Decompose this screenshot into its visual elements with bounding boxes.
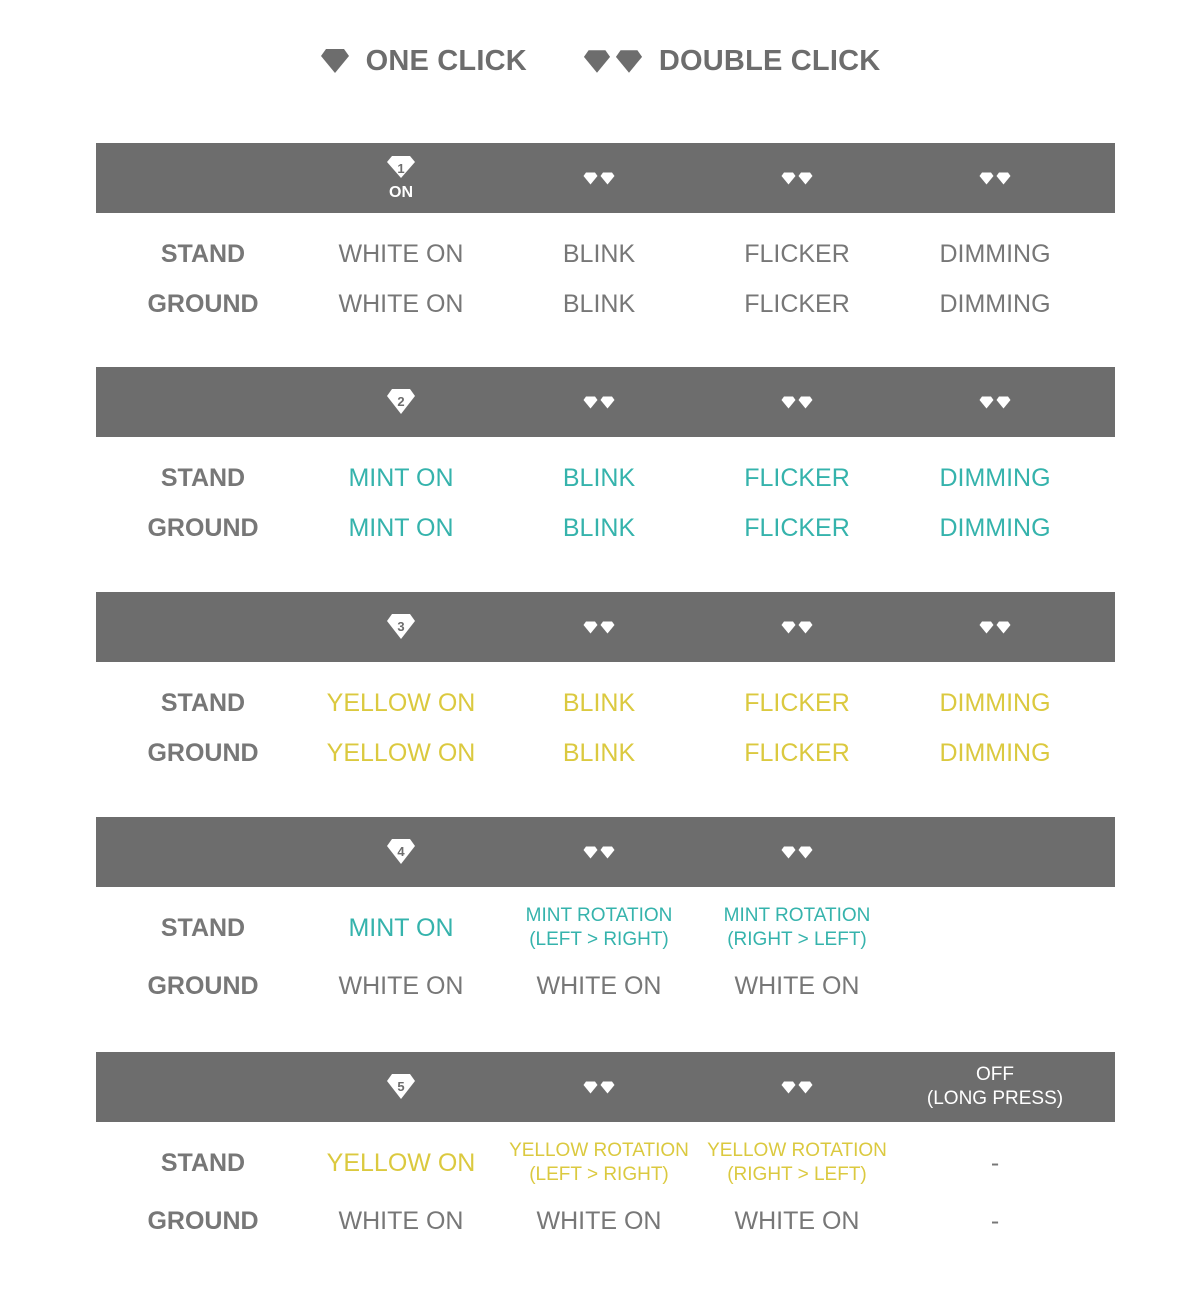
double-gem-icon <box>979 621 1011 634</box>
legend-double-click <box>583 45 881 78</box>
section-header <box>96 592 1115 662</box>
table-cell: - <box>990 1148 1000 1177</box>
cell-line: YELLOW ROTATION <box>509 1140 689 1161</box>
numbered-gem-icon <box>386 612 416 642</box>
double-click-cell <box>500 817 698 887</box>
table-cell: DIMMING <box>939 239 1051 268</box>
one-click-cell <box>302 367 500 437</box>
ground-row <box>96 965 1115 1007</box>
double-gem-icon <box>583 621 615 634</box>
ground-row <box>96 507 1115 549</box>
table-cell: WHITE ON <box>338 971 464 1000</box>
table-cell: BLINK <box>562 738 636 767</box>
table-cell: MINT ON <box>348 513 454 542</box>
table-cell: WHITE ON <box>734 971 860 1000</box>
stand-row <box>96 233 1115 275</box>
cell-line: YELLOW ROTATION <box>707 1140 887 1161</box>
ground-row <box>96 283 1115 325</box>
table-cell: WHITE ON <box>338 289 464 318</box>
mode-section-5 <box>96 1052 1115 1242</box>
table-cell <box>698 899 896 957</box>
double-gem-icon <box>781 396 813 409</box>
table-cell: WHITE ON <box>536 1206 662 1235</box>
table-cell: DIMMING <box>939 688 1051 717</box>
long-press-cell <box>896 1052 1094 1122</box>
table-cell: WHITE ON <box>734 1206 860 1235</box>
table-cell: - <box>990 1206 1000 1235</box>
numbered-gem-icon <box>386 837 416 867</box>
table-cell: WHITE ON <box>536 971 662 1000</box>
table-cell: MINT ON <box>348 913 454 942</box>
row-label: STAND <box>160 913 246 942</box>
table-cell: BLINK <box>562 239 636 268</box>
table-cell: BLINK <box>562 463 636 492</box>
cell-line: MINT ROTATION <box>525 905 673 926</box>
cell-line: (LEFT > RIGHT) <box>529 929 669 950</box>
legend-one-click <box>320 45 527 78</box>
double-gem-icon <box>781 1081 813 1094</box>
double-gem-icon <box>781 621 813 634</box>
one-click-cell <box>302 592 500 662</box>
stand-row <box>96 1134 1115 1192</box>
double-click-cell <box>896 143 1094 213</box>
table-cell: BLINK <box>562 289 636 318</box>
double-click-cell <box>500 143 698 213</box>
table-cell: FLICKER <box>744 239 850 268</box>
table-cell: MINT ON <box>348 463 454 492</box>
mode-number: 2 <box>397 394 405 409</box>
table-cell: BLINK <box>562 688 636 717</box>
one-click-cell <box>302 1052 500 1122</box>
row-label: GROUND <box>147 289 259 318</box>
mode-number: 1 <box>397 161 405 176</box>
one-click-cell <box>302 817 500 887</box>
section-header <box>96 367 1115 437</box>
cell-line: (RIGHT > LEFT) <box>727 1164 867 1185</box>
table-cell: DIMMING <box>939 738 1051 767</box>
numbered-gem-icon <box>386 155 416 185</box>
row-label: GROUND <box>147 513 259 542</box>
table-cell: DIMMING <box>939 463 1051 492</box>
mode-section-3 <box>96 592 1115 774</box>
gem-icon <box>320 48 350 74</box>
legend <box>0 40 1200 82</box>
double-gem-icon <box>979 396 1011 409</box>
row-label: STAND <box>160 1148 246 1177</box>
double-gem-icon <box>583 396 615 409</box>
table-cell: BLINK <box>562 513 636 542</box>
one-click-cell <box>302 143 500 213</box>
table-cell: YELLOW ON <box>326 688 476 717</box>
table-cell: FLICKER <box>744 738 850 767</box>
table-cell <box>500 899 698 957</box>
double-gem-icon <box>979 172 1011 185</box>
stand-row <box>96 899 1115 957</box>
double-gem-icon <box>781 172 813 185</box>
table-cell: DIMMING <box>939 513 1051 542</box>
numbered-gem-icon <box>386 387 416 417</box>
double-click-cell <box>500 367 698 437</box>
table-cell <box>698 1134 896 1192</box>
double-click-cell <box>698 367 896 437</box>
double-click-cell <box>698 817 896 887</box>
numbered-gem-icon <box>386 1072 416 1102</box>
table-cell: FLICKER <box>744 463 850 492</box>
row-label: GROUND <box>147 971 259 1000</box>
table-cell: FLICKER <box>744 688 850 717</box>
double-gem-icon <box>583 846 615 859</box>
table-cell: YELLOW ON <box>326 1148 476 1177</box>
stand-row <box>96 457 1115 499</box>
one-click-label: ONE CLICK <box>365 44 527 77</box>
table-cell: YELLOW ON <box>326 738 476 767</box>
row-label: GROUND <box>147 1206 259 1235</box>
table-cell: DIMMING <box>939 289 1051 318</box>
gem-icon <box>615 49 643 74</box>
double-click-cell <box>698 143 896 213</box>
long-press-label: (LONG PRESS) <box>926 1088 1064 1109</box>
on-label: ON <box>389 184 413 201</box>
double-gem-icon <box>583 172 615 185</box>
table-cell: WHITE ON <box>338 1206 464 1235</box>
mode-section-2 <box>96 367 1115 549</box>
double-gem-icon <box>583 49 643 74</box>
row-label: GROUND <box>147 738 259 767</box>
double-click-cell <box>500 592 698 662</box>
double-gem-icon <box>583 1081 615 1094</box>
section-header <box>96 1052 1115 1122</box>
double-click-cell <box>698 592 896 662</box>
row-label: STAND <box>160 688 246 717</box>
table-cell: FLICKER <box>744 289 850 318</box>
cell-line: (LEFT > RIGHT) <box>529 1164 669 1185</box>
double-click-cell <box>698 1052 896 1122</box>
row-label: STAND <box>160 239 246 268</box>
section-header <box>96 817 1115 887</box>
double-click-cell <box>896 367 1094 437</box>
double-click-cell <box>896 592 1094 662</box>
cell-line: MINT ROTATION <box>723 905 871 926</box>
row-label: STAND <box>160 463 246 492</box>
double-gem-icon <box>781 846 813 859</box>
section-header <box>96 143 1115 213</box>
off-label: OFF <box>976 1064 1014 1085</box>
table-cell: WHITE ON <box>338 239 464 268</box>
stand-row <box>96 682 1115 724</box>
double-click-cell <box>500 1052 698 1122</box>
mode-number: 3 <box>397 619 405 634</box>
ground-row <box>96 1200 1115 1242</box>
table-cell: FLICKER <box>744 513 850 542</box>
cell-line: (RIGHT > LEFT) <box>727 929 867 950</box>
ground-row <box>96 732 1115 774</box>
table-cell <box>500 1134 698 1192</box>
gem-icon <box>583 49 611 74</box>
mode-number: 5 <box>397 1079 405 1094</box>
mode-section-1 <box>96 143 1115 325</box>
mode-number: 4 <box>397 844 405 859</box>
mode-section-4 <box>96 817 1115 1007</box>
double-click-label: DOUBLE CLICK <box>658 44 881 77</box>
